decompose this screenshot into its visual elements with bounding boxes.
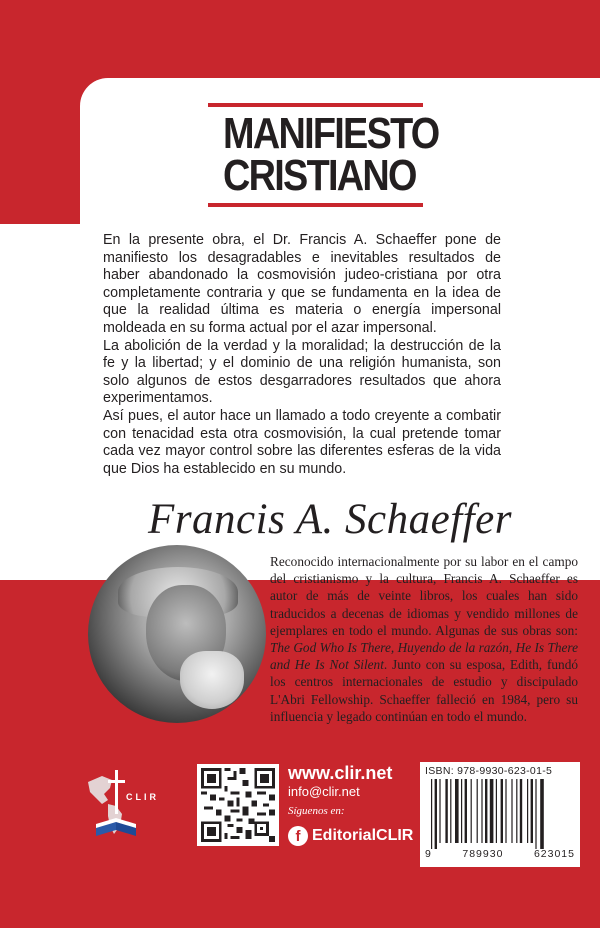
title-line-1: MANIFIESTO	[223, 109, 439, 158]
photo-beard	[180, 651, 244, 709]
barcode-bar	[481, 779, 482, 843]
clir-logo	[82, 768, 166, 848]
facebook-handle: EditorialCLIR	[312, 827, 414, 844]
isbn-digits	[425, 848, 575, 860]
bio-text-1: Reconocido internacionalmente por su labor en el campo del cristianismo y la cultura, Francis A. Schaeffer es autor de más de veinte libros, los cuales han sido traducidos a decenas de idiomas y vendido millones de ejemplares en todo el mundo. Algunas de sus obras son:	[270, 554, 578, 638]
facebook-icon: f	[288, 826, 308, 846]
barcode-bar	[527, 779, 528, 843]
qr-code[interactable]	[197, 764, 279, 846]
barcode-bar	[461, 779, 462, 843]
isbn-label: ISBN: 978-9930-623-01-5	[425, 765, 553, 777]
bio-text-2: . Junto con su esposa, Edith, fundó los centros internacionales de estudio y discipulado L'Abri Fellowship. Schaeffer falleció en 1984, pero su influencia y legado continúan en todo el mundo.	[270, 657, 578, 724]
book-title	[208, 103, 439, 207]
barcode-bar	[471, 779, 472, 843]
author-name: Francis A. Schaeffer	[148, 496, 512, 543]
barcode-bar	[505, 779, 506, 843]
bio-works: The God Who Is There, Huyendo de la razón, He Is There and He Is Not Silent	[270, 640, 578, 673]
barcode-bar	[431, 779, 432, 849]
logo-text: CLIR	[126, 792, 159, 802]
barcode-bar	[477, 779, 478, 843]
publisher-contact	[288, 762, 413, 846]
barcode-bar	[445, 779, 447, 843]
barcode-bar	[485, 779, 487, 843]
barcode-bar	[535, 779, 536, 849]
website-link[interactable]: www.clir.net	[288, 763, 393, 783]
barcode-graphic	[425, 779, 575, 849]
barcode-bar	[450, 779, 451, 843]
clir-logo-graphic	[82, 768, 166, 848]
barcode-bar	[490, 779, 494, 843]
isbn-digit-group-1: 789930	[462, 848, 504, 860]
barcode-bar	[520, 779, 522, 843]
facebook-link[interactable]	[288, 826, 413, 846]
title-rule-top	[208, 103, 423, 107]
barcode-bar	[531, 779, 533, 843]
title-rule-bottom	[208, 203, 423, 207]
synopsis	[103, 232, 501, 478]
title-line-2: CRISTIANO	[223, 151, 416, 200]
synopsis-paragraph-1: En la presente obra, el Dr. Francis A. Schaeffer pone de manifiesto los desagradables e inevitables resultados de haber abandonado la cosmovisión judeo-cristiana por otra completamente contraria y que se fundamenta en la idea de que la realidad última es materia o energía impersonal moldeada en su forma actual por el azar impersonal.	[103, 232, 501, 336]
barcode-bar	[516, 779, 517, 843]
qr-code-graphic	[201, 768, 275, 842]
follow-label: Síguenos en:	[288, 805, 345, 817]
email-link[interactable]: info@clir.net	[288, 784, 360, 799]
barcode-bar	[511, 779, 512, 843]
barcode-bar	[496, 779, 497, 843]
barcode-bar	[540, 779, 544, 849]
author-photo	[88, 545, 266, 723]
author-bio	[270, 553, 578, 725]
synopsis-paragraph-3: Así pues, el autor hace un llamado a todo creyente a combatir con tenacidad esta otra cosmovisión, la cual pretende tomar cada vez mayor control sobre las diferentes esferas de la vida que Dios ha establecido en su mundo.	[103, 407, 501, 477]
barcode-bar	[455, 779, 459, 843]
isbn-digit-prefix: 9	[425, 848, 432, 860]
barcode-bar	[435, 779, 437, 849]
synopsis-paragraph-2: La abolición de la verdad y la moralidad; la destrucción de la fe y la libertad; y el dominio de una religión humanista, son solo algunos de estos desgarradores resultados que ahora experimentamos.	[103, 337, 501, 407]
barcode-bar	[439, 779, 440, 843]
isbn-barcode-box	[420, 762, 580, 867]
barcode-bar	[501, 779, 503, 843]
barcode-bar	[465, 779, 467, 843]
isbn-digit-group-2: 623015	[533, 848, 575, 860]
